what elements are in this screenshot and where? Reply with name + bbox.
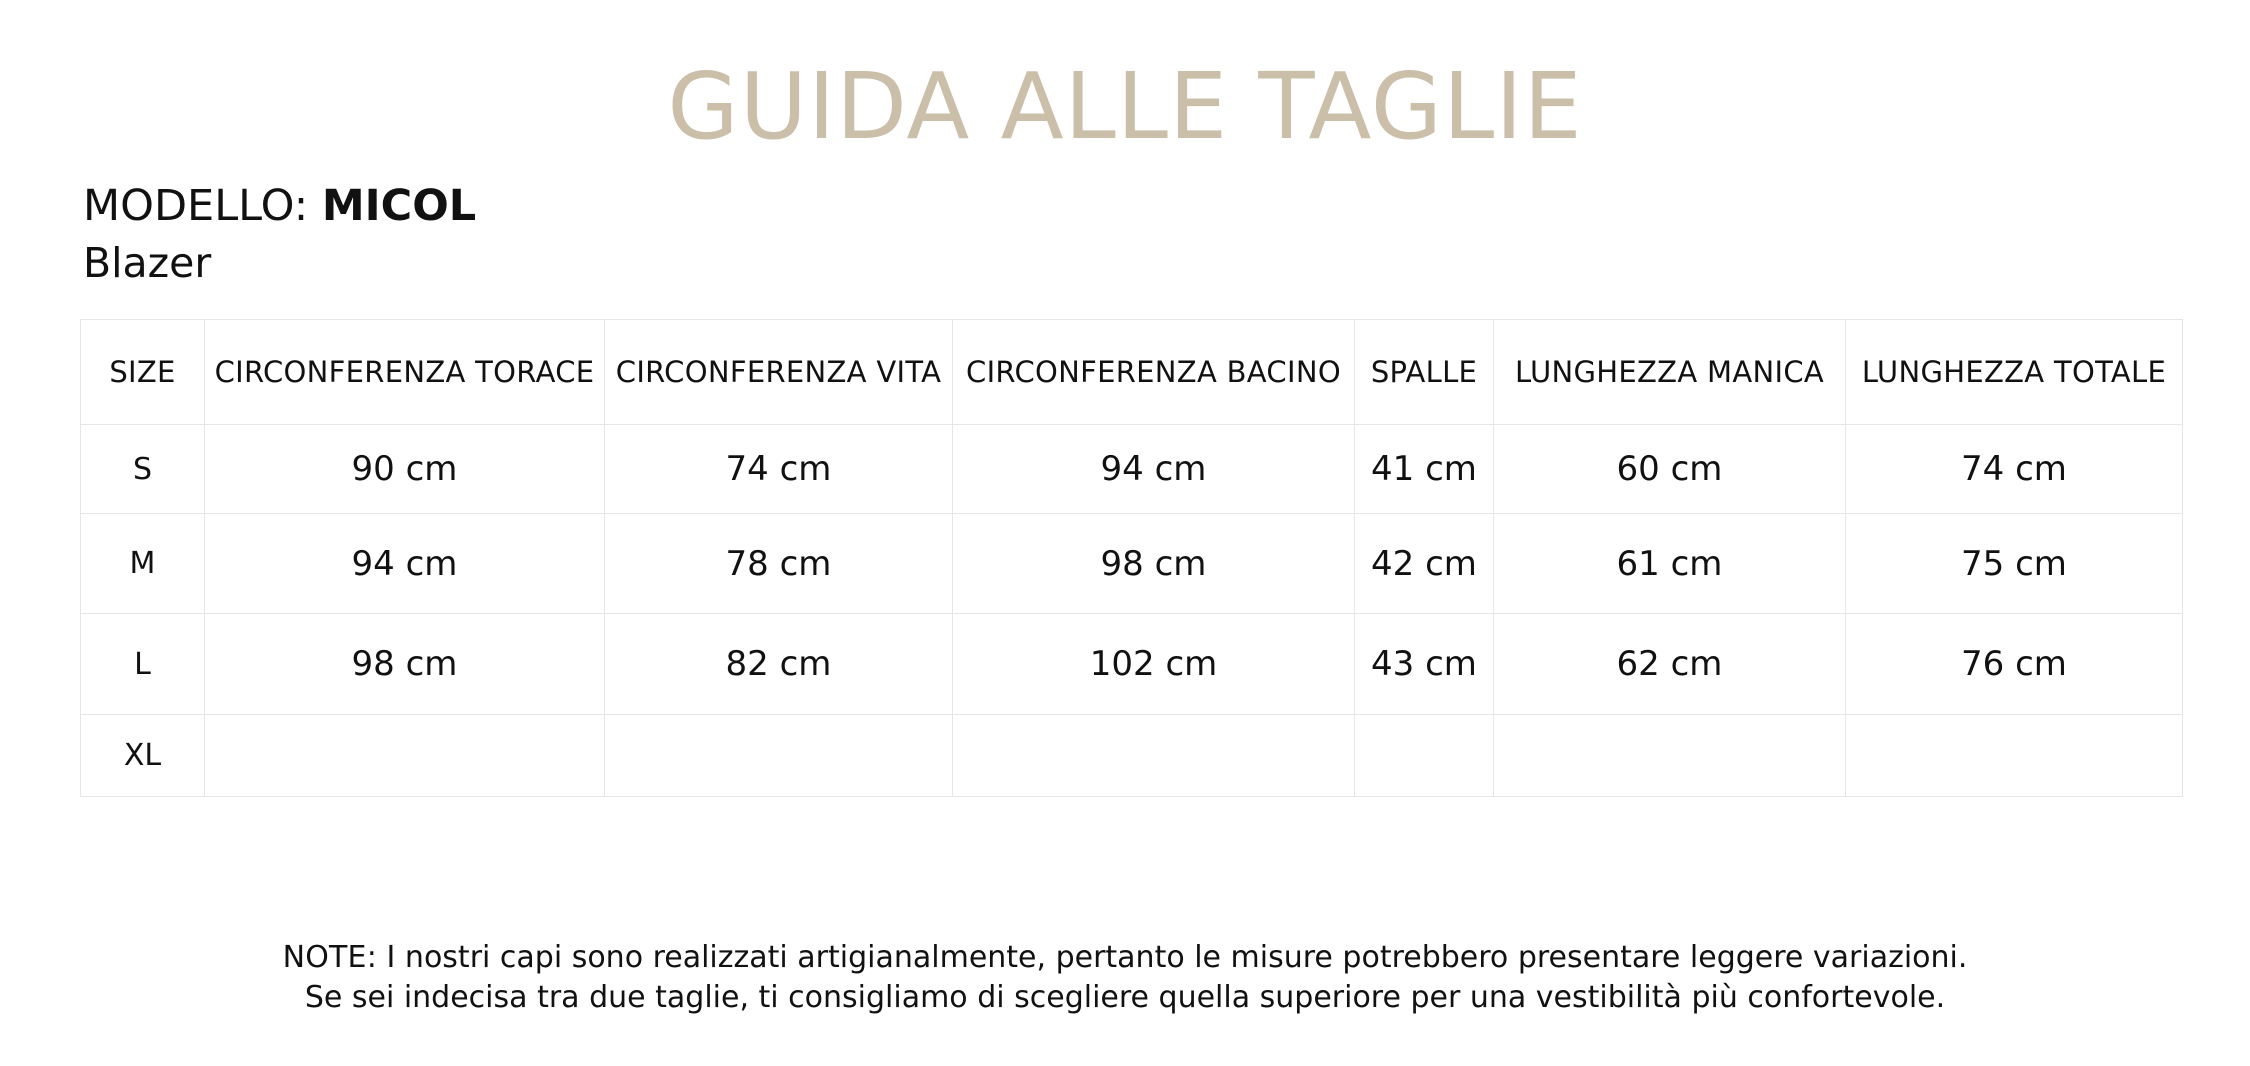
table-cell bbox=[1846, 715, 2183, 797]
model-line bbox=[83, 180, 476, 232]
table-row bbox=[81, 425, 2183, 514]
table-cell: 76 cm bbox=[1846, 614, 2183, 715]
header-shoulders: SPALLE bbox=[1355, 320, 1494, 425]
header-hips: CIRCONFERENZA BACINO bbox=[953, 320, 1355, 425]
table-row bbox=[81, 715, 2183, 797]
model-label: MODELLO: bbox=[83, 181, 309, 231]
page-title: GUIDA ALLE TAGLIE bbox=[667, 53, 1583, 160]
note-text-1: I nostri capi sono realizzati artigianalmente, pertanto le misure potrebbero presentare leggere variazioni. bbox=[377, 940, 1968, 975]
table-cell: 41 cm bbox=[1355, 425, 1494, 514]
table-cell: 43 cm bbox=[1355, 614, 1494, 715]
header-chest: CIRCONFERENZA TORACE bbox=[205, 320, 605, 425]
table-cell: 82 cm bbox=[605, 614, 953, 715]
note-label: NOTE: bbox=[282, 940, 378, 975]
table-cell: 74 cm bbox=[1846, 425, 2183, 514]
table-cell: 90 cm bbox=[205, 425, 605, 514]
model-name: MICOL bbox=[321, 181, 477, 231]
size-cell: S bbox=[81, 425, 205, 514]
table-cell: 94 cm bbox=[953, 425, 1355, 514]
table-cell bbox=[1494, 715, 1846, 797]
table-cell: 78 cm bbox=[605, 514, 953, 614]
note-line-2: Se sei indecisa tra due taglie, ti consigliamo di scegliere quella superiore per una vestibilità più confortevole. bbox=[304, 980, 1946, 1015]
size-cell: XL bbox=[81, 715, 205, 797]
header-sleeve-length: LUNGHEZZA MANICA bbox=[1494, 320, 1846, 425]
size-cell: M bbox=[81, 514, 205, 614]
header-waist: CIRCONFERENZA VITA bbox=[605, 320, 953, 425]
table-cell bbox=[605, 715, 953, 797]
table-cell: 61 cm bbox=[1494, 514, 1846, 614]
table-cell: 94 cm bbox=[205, 514, 605, 614]
header-total-length: LUNGHEZZA TOTALE bbox=[1846, 320, 2183, 425]
header-size: SIZE bbox=[81, 320, 205, 425]
table-cell: 98 cm bbox=[205, 614, 605, 715]
table-cell: 62 cm bbox=[1494, 614, 1846, 715]
table-cell: 42 cm bbox=[1355, 514, 1494, 614]
table-cell: 74 cm bbox=[605, 425, 953, 514]
table-cell bbox=[205, 715, 605, 797]
garment-type: Blazer bbox=[83, 239, 212, 287]
table-cell: 75 cm bbox=[1846, 514, 2183, 614]
table-cell: 60 cm bbox=[1494, 425, 1846, 514]
table-cell: 102 cm bbox=[953, 614, 1355, 715]
size-cell: L bbox=[81, 614, 205, 715]
table-row bbox=[81, 514, 2183, 614]
size-table bbox=[80, 319, 2183, 797]
table-cell bbox=[1355, 715, 1494, 797]
note-block bbox=[0, 938, 2250, 1018]
table-header-row bbox=[81, 320, 2183, 425]
table-cell: 98 cm bbox=[953, 514, 1355, 614]
table-cell bbox=[953, 715, 1355, 797]
table-row bbox=[81, 614, 2183, 715]
note-line-1 bbox=[0, 938, 2250, 978]
